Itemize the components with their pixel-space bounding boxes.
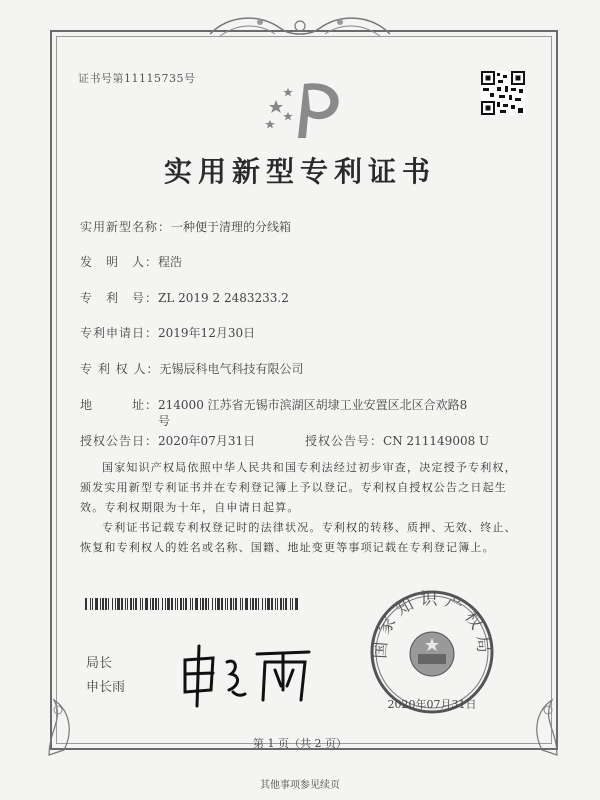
barcode-bar [225, 598, 226, 610]
barcode-bar [115, 598, 116, 610]
barcode-bar [283, 598, 284, 610]
barcode-bar [133, 598, 134, 610]
barcode-bar [215, 598, 216, 610]
barcode-bar [195, 598, 198, 610]
patent-owner-label: 专 利 权 人： [80, 362, 160, 376]
patent-number-value: ZL 2019 2 2483233.2 [158, 291, 289, 305]
barcode-bar [275, 598, 276, 610]
barcode-bar [175, 598, 176, 610]
barcode-bar [250, 598, 251, 610]
barcode-bar [212, 598, 213, 610]
barcode-bar [167, 598, 170, 610]
barcode-bar [155, 598, 157, 610]
announcement-number-value: CN 211149008 U [383, 434, 490, 448]
barcode-bar [177, 598, 178, 610]
barcode-bar [255, 598, 257, 610]
grant-paragraph: 国家知识产权局依照中华人民共和国专利法经过初步审查，决定授予专利权，颁发实用新型专利证书并在专利登记簿上予以登记。专利权自授权公告之日起生效。专利权期限为十年，自申请日起算。 [80, 461, 517, 514]
address-value-line2: 号 [158, 414, 171, 428]
barcode-bar [105, 598, 107, 610]
barcode-bar [125, 598, 126, 610]
barcode-bar [85, 598, 87, 610]
filing-date-value: 2019年12月30日 [158, 326, 256, 340]
national-emblem-icon [410, 632, 454, 676]
barcode-bar [117, 598, 120, 610]
barcode-bar [92, 598, 93, 610]
barcode-bar [202, 598, 204, 610]
certificate-number: 证书号第11115735号 [78, 72, 196, 85]
official-seal [368, 588, 496, 716]
inventor-row [80, 253, 182, 270]
barcode-bar [150, 598, 151, 610]
filing-date-row [80, 324, 255, 341]
barcode-bar [165, 598, 166, 610]
director-title: 局长 [86, 656, 113, 671]
barcode-bar [258, 598, 259, 610]
barcode-bar [140, 598, 141, 610]
barcode-bar [208, 598, 209, 610]
invention-name-value: 一种便于清理的分线箱 [171, 220, 292, 234]
barcode-bar [240, 598, 241, 610]
announcement-date-row [80, 432, 255, 449]
barcode-bar [271, 598, 273, 610]
barcode-bar [245, 598, 248, 610]
barcode-bar [185, 598, 187, 610]
barcode-bar [90, 598, 91, 610]
address-label: 地 址： [80, 398, 159, 412]
barcode-bar [285, 598, 287, 610]
continued-note: 其他事项参见续页 [260, 780, 340, 791]
barcode-bar [180, 598, 182, 610]
barcode-bar [242, 598, 243, 610]
barcode-bar [142, 598, 143, 610]
barcode-bar [130, 598, 132, 610]
barcode-bar [295, 598, 298, 610]
top-ornament [200, 12, 400, 44]
barcode-bar [280, 598, 282, 610]
barcode-bar [100, 598, 101, 610]
announcement-date-value: 2020年07月31日 [158, 434, 256, 448]
barcode-bar [135, 598, 137, 610]
barcode-bar [112, 598, 113, 610]
patent-number-label: 专 利 号： [80, 291, 159, 305]
barcode-bar [292, 598, 293, 610]
address-value-line1: 214000 江苏省无锡市滨湖区胡埭工业安置区北区合欢路8 [158, 398, 468, 412]
qr-code [481, 71, 525, 115]
barcode-bar [171, 598, 173, 610]
barcode-bar [95, 598, 98, 610]
barcode-bar [233, 598, 234, 610]
certificate-title: 实用新型专利证书 [163, 155, 436, 188]
address-row [80, 396, 467, 413]
barcode-bar [145, 598, 148, 610]
barcode-bar [127, 598, 128, 610]
barcode [85, 598, 303, 610]
barcode-bar [252, 598, 254, 610]
barcode-bar [227, 598, 228, 610]
legal-status-paragraph: 专利证书记载专利权登记时的法律状况。专利权的转移、质押、无效、终止、恢复和专利权人的姓名或名称、国籍、地址变更等事项记载在专利登记簿上。 [80, 521, 517, 554]
barcode-bar [102, 598, 104, 610]
barcode-bar [205, 598, 207, 610]
director-signature [175, 640, 315, 710]
patent-owner-row [80, 360, 303, 377]
barcode-bar [192, 598, 193, 610]
barcode-bar [121, 598, 123, 610]
barcode-bar [265, 598, 266, 610]
patent-number-row [80, 289, 289, 306]
barcode-bar [217, 598, 220, 610]
barcode-bar [230, 598, 232, 610]
patent-owner-value: 无锡辰科电气科技有限公司 [159, 362, 304, 376]
barcode-bar [162, 598, 163, 610]
barcode-bar [108, 598, 109, 610]
inventor-label: 发 明 人： [80, 255, 159, 269]
barcode-bar [152, 598, 154, 610]
announcement-number-row [305, 432, 489, 449]
inventor-value: 程浩 [158, 255, 183, 269]
barcode-bar [190, 598, 191, 610]
barcode-bar [277, 598, 278, 610]
invention-name-row [80, 218, 291, 235]
director-name: 申长雨 [86, 680, 126, 695]
page-indicator: 第 1 页（共 2 页） [253, 737, 347, 750]
announcement-number-label: 授权公告号： [305, 434, 384, 448]
seal-date: 2020年07月31日 [387, 698, 477, 711]
barcode-bar [262, 598, 263, 610]
barcode-bar [267, 598, 270, 610]
patent-office-emblem-icon [258, 70, 348, 142]
seal-text: 国家知识产权局 [370, 589, 494, 660]
barcode-bar [183, 598, 184, 610]
barcode-bar [221, 598, 223, 610]
barcode-bar [235, 598, 237, 610]
barcode-bar [200, 598, 201, 610]
address-continuation [158, 412, 170, 429]
filing-date-label: 专利申请日： [80, 326, 159, 340]
barcode-bar [158, 598, 159, 610]
invention-name-label: 实用新型名称： [80, 220, 172, 234]
barcode-bar [290, 598, 291, 610]
announcement-date-label: 授权公告日： [80, 434, 159, 448]
